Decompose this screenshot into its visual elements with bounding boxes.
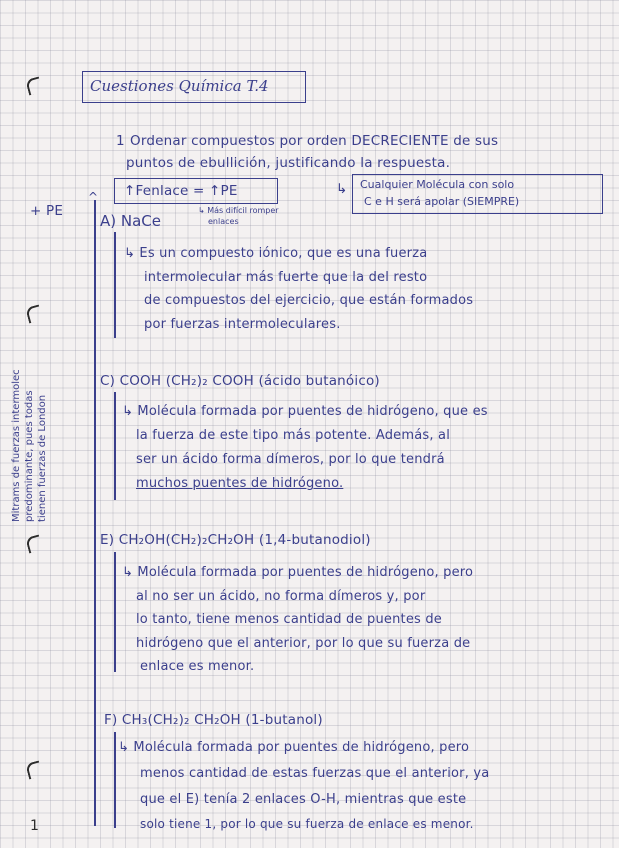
item-e-label: E) CH₂OH(CH₂)₂CH₂OH (1,4-butanodiol)	[100, 532, 371, 548]
item-c-bracket	[114, 392, 116, 500]
item-f-label: F) CH₃(CH₂)₂ CH₂OH (1-butanol)	[104, 712, 323, 728]
item-c-line: ser un ácido forma dímeros, por lo que tendrá	[136, 452, 445, 467]
binder-hole-bottom	[25, 760, 43, 779]
question-line-2: puntos de ebullición, justificando la respuesta.	[126, 155, 451, 171]
item-f-bracket	[114, 732, 116, 828]
item-c-line: ↳ Molécula formada por puentes de hidrógeno, que es	[122, 404, 488, 419]
side-pe-label: + PE	[30, 203, 64, 219]
margin-note-line-3: tienen fuerzas de London	[37, 394, 48, 522]
item-e-bracket	[114, 552, 116, 672]
item-a-note-1: ↳ Más difícil romper	[198, 206, 279, 215]
margin-note	[10, 369, 49, 522]
item-a-line: intermolecular más fuerte que la del resto	[144, 270, 428, 285]
item-c-line: la fuerza de este tipo más potente. Además, al	[136, 428, 451, 443]
page-title: Cuestiones Química T.4	[90, 77, 269, 95]
pe-arrow-line	[94, 200, 96, 826]
page-number: 1	[30, 818, 39, 834]
item-f-line: ↳ Molécula formada por puentes de hidrógeno, pero	[118, 740, 470, 755]
item-a-line: de compuestos del ejercicio, que están formados	[144, 293, 474, 308]
question-line-1: Ordenar compuestos por orden DECRECIENTE de sus	[130, 133, 499, 149]
binder-hole-mid	[25, 304, 43, 323]
item-f-line: que el E) tenía 2 enlaces O-H, mientras que este	[140, 792, 467, 807]
item-f-line: menos cantidad de estas fuerzas que el anterior, ya	[140, 766, 490, 781]
margin-note-line-1: Mitrams de fuerzas intermolec	[11, 369, 22, 522]
item-e-line: ↳ Molécula formada por puentes de hidrógeno, pero	[122, 565, 474, 580]
binder-hole-top	[25, 76, 43, 95]
item-c-line: muchos puentes de hidrógeno.	[136, 476, 344, 491]
item-e-line: hidrógeno que el anterior, por lo que su fuerza de	[136, 636, 471, 651]
question-number: 1	[116, 133, 125, 149]
item-f-line: solo tiene 1, por lo que su fuerza de enlace es menor.	[140, 817, 474, 831]
item-e-line: al no ser un ácido, no forma dímeros y, por	[136, 589, 426, 604]
item-a-note-2: enlaces	[208, 217, 239, 226]
item-a-bracket	[114, 232, 116, 338]
binder-hole-lower	[25, 534, 43, 553]
rule-note-line-1: Cualquier Molécula con solo	[360, 178, 515, 191]
item-c-label: C) COOH (CH₂)₂ COOH (ácido butanóico)	[100, 373, 380, 389]
item-a-line: ↳ Es un compuesto iónico, que es una fuerza	[124, 246, 428, 261]
item-a-label: A) NaCe	[100, 212, 161, 230]
formula: ↑Fenlace = ↑PE	[124, 183, 238, 199]
margin-note-line-2: predominante, pues todas	[24, 390, 35, 522]
item-e-line: enlace es menor.	[140, 659, 255, 674]
rule-note-line-2: C e H será apolar (SIEMPRE)	[364, 195, 520, 208]
item-a-line: por fuerzas intermoleculares.	[144, 317, 341, 332]
item-e-line: lo tanto, tiene menos cantidad de puentes de	[136, 612, 442, 627]
pe-arrow-head: ^	[88, 190, 99, 204]
rule-arrow: ↳	[336, 181, 348, 197]
